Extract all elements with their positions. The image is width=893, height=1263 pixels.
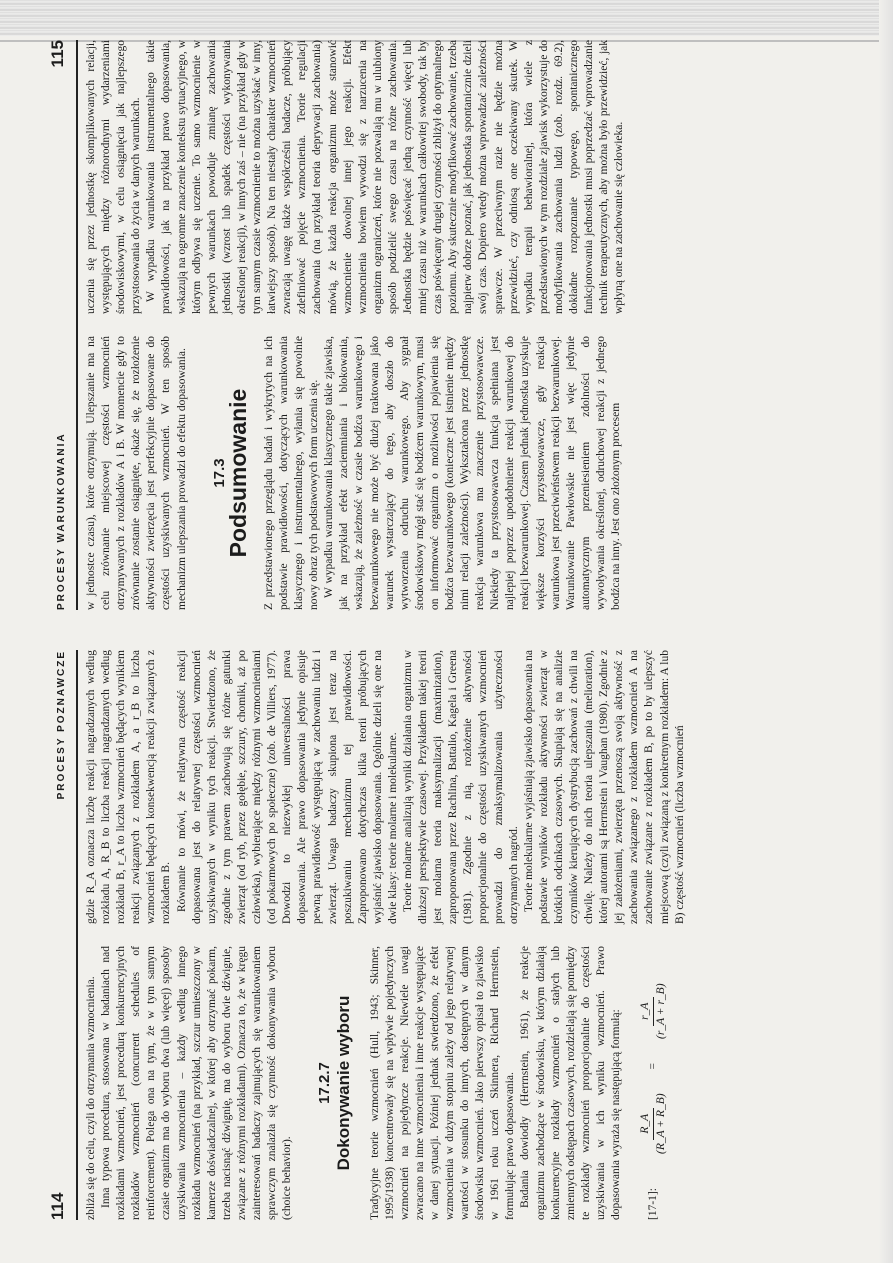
page-edge-shadow	[879, 0, 893, 1263]
page-115	[50, 40, 840, 610]
fraction-numerator: R_A	[638, 1108, 654, 1140]
fraction-left	[638, 1087, 669, 1160]
scan-artifact-top	[0, 0, 893, 36]
paragraph: gdzie R_A oznacza liczbę reakcji nagradzanych według rozkładu A, R_B to liczba reakcji nagradzanych według rozkładu B, r_A to liczba wzmocnień będących wynikiem reakcji związanych z rozkładem A, a r_B to liczba wzmocnień będących konsekwencją reakcji związanych z rozkładem B.	[85, 650, 173, 924]
paragraph: Z przedstawionego przeglądu badań i wykrytych na ich podstawie prawidłowości, dotyczących warunkowania klasycznego i instrumentalnego, wyłania się powolnie nowy obraz tych podstawowych form uczenia się.	[262, 336, 321, 610]
fraction-right	[638, 977, 669, 1044]
paragraph: Równanie to mówi, że relatywna częstość reakcji dopasowana jest do relatywnej częstości wzmocnień uzyskiwanych w wyniku tych reakcji. Stwierdzono, że zgodnie z tym prawem zachowują się różne gatunki zwierząt (od ryb, przez gołębie, szczury, chomiki, aż po człowieka), wybierające między różnymi wzmocnieniami (od pokarmowych po społeczne) (zob. de Villiers, 1977). Dowodzi to niezwykłej uniwersalności prawa dopasowania. Ale prawo dopasowania jedynie opisuje pewną prawidłowość występującą w zachowaniu ludzi i zwierząt. Uwaga badaczy skupiona jest teraz na poszukiwaniu mechanizmu tej prawidłowości. Zaproponowano dotychczas kilka teorii próbujących wyjaśnić zjawisko dopasowania. Ogólnie dzieli się one na dwie klasy: teorie molarne i molekularne.	[175, 650, 399, 924]
page-header	[50, 650, 78, 1220]
running-head: PROCESY WARUNKOWANIA	[56, 432, 67, 610]
column-2	[84, 650, 688, 924]
formula-17-1	[638, 946, 669, 1220]
formula-label: [17-1]:	[647, 1188, 660, 1220]
paragraph: Tradycyjne teorie wzmocnień (Hull, 1943; Skinner, 1995/1938) koncentrowały się na wpływie pojedynczych wzmocnień na pojedyncze reakcje. Niewiele uwagi zwracano na inne wzmocnienia i inne reakcje występujące w danej sytuacji. Później jednak stwierdzono, że efekt wzmocnienia w dużym stopniu zależy od jego relatywnej wartości w stosunku do innych, dostępnych w danym środowisku wzmocnień. Jako pierwszy opisał to zjawisko w 1961 roku uczeń Skinnera, Richard Herrnstein, formułując prawo dopasowania.	[368, 946, 517, 1220]
page-header	[50, 40, 78, 610]
paragraph: Inna typowa procedura, stosowana w badaniach nad rozkładami wzmocnień, jest procedurą konkurencyjnych rozkładów wzmocnień (concurrent schedules of reinforcement). Polega ona na tym, że w tym samym czasie organizm ma do wyboru dwa (lub więcej) sposoby uzyskiwania wzmocnienia – każdy według innego rozkładu wzmocnień (na przykład, szczur umieszczony w kamerze doświadczalnej, w której aby otrzymać pokarm, trzeba nacisnąć dźwignię, ma do wyboru dwie dźwignie, związane z różnymi rozkładami). Oznacza to, że w kręgu zainteresowań badaczy zajmujących się warunkowaniem sprawczym znalazła się czynność dokonywania wyboru (choice behavior).	[100, 946, 294, 1220]
paragraph: Teorie molekularne wyjaśniają zjawisko dopasowania na podstawie wyników rozkładu aktywności zwierząt w krótkich odcinkach czasowych. Skupiają się na analizie czynników kierujących dystrybucją zachowań z chwili na chwilę. Należy do nich teoria ulepszania (melioration), której autorami są Herrnstein i Vaughan (1980). Zgodnie z jej założeniami, zwierzęta przenoszą swoją aktywność z zachowania związanego z rozkładem wzmocnień A na zachowanie związane z rozkładem B, po to by ulepszyć miejscową (czyli związaną z konkretnym rozkładem: A lub B) częstość wzmocnień (liczba wzmocnień	[522, 649, 686, 924]
fraction-numerator: r_A	[638, 997, 654, 1026]
paragraph: Badania dowiodły (Herrnstein, 1961), że reakcje organizmu zachodzące w środowisku, w którym działają konkurencyjne rozkłady wzmocnień o stałych lub zmiennych odstępach czasowych, rozdzielają się pomiędzy te rozkłady wzmocnień proporcjonalnie do częstości uzyskiwania w ich wyniku wzmocnień. Prawo dopasowania wyraża się następującą formułą:	[519, 946, 622, 1220]
paragraph: W wypadku warunkowania instrumentalnego takie prawidłowości, jak na przykład prawo dopasowania, wskazują na ogromne znaczenie kontekstu sytuacyjnego, w którym odbywa się uczenie. To samo wzmocnienie w pewnych warunkach powoduje zmianę zachowania jednostki (wzrost lub spadek częstości wykonywania określonej reakcji), w innych zaś – nie (na przykład gdy w tym samym czasie wzmocnienie to można uzyskać w inny, łatwiejszy sposób). Na ten niestały charakter wzmocnień zwracają uwagę także współcześni badacze, próbujący zdefiniować pojęcie wzmocnienia. Teorie regulacji zachowania (na przykład teoria deprywacji zachowania) mówią, że każda reakcja organizmu może stanowić wzmocnienie dowolnej innej jego reakcji. Efekt wzmocnienia bowiem wywodzi się z narzucenia na organizm ograniczeń, które nie pozwalają mu w ulubiony sposób podzielić swego czasu na różne zachowania. Jednostka będzie poświęcać jedną czynność więcej lub mniej czasu niż w warunkach całkowitej swobody, tak by czas poświęcany drugiej czynności zbliżył do optymalnego poziomu. Aby skutecznie modyfikować zachowanie, trzeba najpierw dobrze poznać, jak jednostka spontanicznie dzieli swój czas. Dopiero wtedy można wprowadzać zależności sprawcze. W przeciwnym razie nie będzie można przewidzieć, czy odniosą one oczekiwany skutek. W wypadku terapii behawioralnej, która wiele z przedstawionych w tym rozdziale zjawisk wykorzystuje do modyfikowania zachowania ludzi (zob. rozdz. 69.2), dokładne rozpoznanie typowego, spontanicznego funkcjonowania jednostki musi poprzedzać wprowadzanie technik terapeutycznych, aby można było przewidzieć, jak wpłyną one na zachowanie się człowieka.	[145, 40, 626, 314]
section-title: Podsumowanie	[224, 388, 251, 558]
text-columns	[84, 650, 688, 1220]
book-spread	[50, 40, 840, 1220]
paragraph: uczenia się przez jednostkę skomplikowanych relacji, występujących między różnorodnymi wydarzeniami środowiskowymi, w celu osiągnięcia jak najlepszego przystosowania do życia w danych warunkach.	[85, 40, 143, 314]
equals-sign: =	[647, 1062, 660, 1070]
section-title: Dokonywanie wyboru	[334, 995, 354, 1171]
page-114	[50, 650, 840, 1220]
fraction-denominator: (R_A + R_B)	[655, 1093, 668, 1154]
page-number: 115	[48, 40, 67, 68]
text-columns	[84, 40, 627, 610]
section-number: 17.2.7	[316, 1062, 334, 1104]
running-head: PROCESY POZNAWCZE	[56, 650, 67, 800]
column-2	[84, 40, 627, 314]
page-number: 114	[48, 1192, 67, 1220]
paragraph: w jednostce czasu), które otrzymują. Ulepszanie ma na celu zrównanie miejscowej częstości wzmocnień otrzymywanych z rozkładów A i B. W momencie gdy to zrównanie zostanie osiągnięte, okaże się, że rozłożenie aktywności zwierzęcia jest perfekcyjnie dopasowane do częstości uzyskiwanych wzmocnień. W ten sposób mechanizm ulepszania prowadzi do efektu dopasowania.	[85, 336, 188, 610]
column-1	[84, 946, 688, 1220]
paragraph: W wypadku warunkowania klasycznego takie zjawiska, jak na przykład efekt zaciemniania i blokowania, wskazują, że zależność w czasie bodźca warunkowego i bezwarunkowego nie może być dłużej traktowana jako warunek wystarczający do tego, aby doszło do wytworzenia odruchu warunkowego. Aby sygnał środowiskowy mógł stać się bodźcem warunkowym, musi on informować organizm o możliwości pojawienia się bodźca bezwarunkowego (konieczne jest istnienie między nimi relacji zależności). Wykształcona przez jednostkę reakcja warunkowa ma znaczenie przystosowawcze. Niekiedy ta przystosowawcza funkcja spełniana jest najlepiej poprzez upodobnienie reakcji warunkowej do reakcji bezwarunkowej. Czasem jednak jednostka uzyskuje większe korzyści przystosowawcze, gdy reakcja warunkowa jest przeciwieństwem reakcji bezwarunkowej. Warunkowanie Pawłowskie nie jest więc jedynie automatycznym przeniesieniem zdolności do wywoływania określonej, odruchowej reakcji z jednego bodźca na inny. Jest ono złożonym procesem	[323, 336, 622, 610]
column-1	[84, 336, 627, 610]
paragraph: zbliża się do celu, czyli do otrzymania wzmocnienia.	[85, 976, 97, 1220]
fraction-denominator: (r_A + r_B)	[655, 983, 668, 1039]
section-number: 17.3	[210, 458, 228, 488]
paragraph: Teorie molarne analizują wyniki działania organizmu w dłuższej perspektywie czasowej. Przykładem takiej teorii jest molarna teoria maksymalizacji (maximization), zaproponowana przez Rachlina, Battalio, Kagela i Greena (1981). Zgodnie z nią, rozłożenie aktywności proporcjonalnie do częstości uzyskiwanych wzmocnień prowadzi do zmaksymalizowania użyteczności otrzymanych nagród.	[401, 650, 520, 924]
